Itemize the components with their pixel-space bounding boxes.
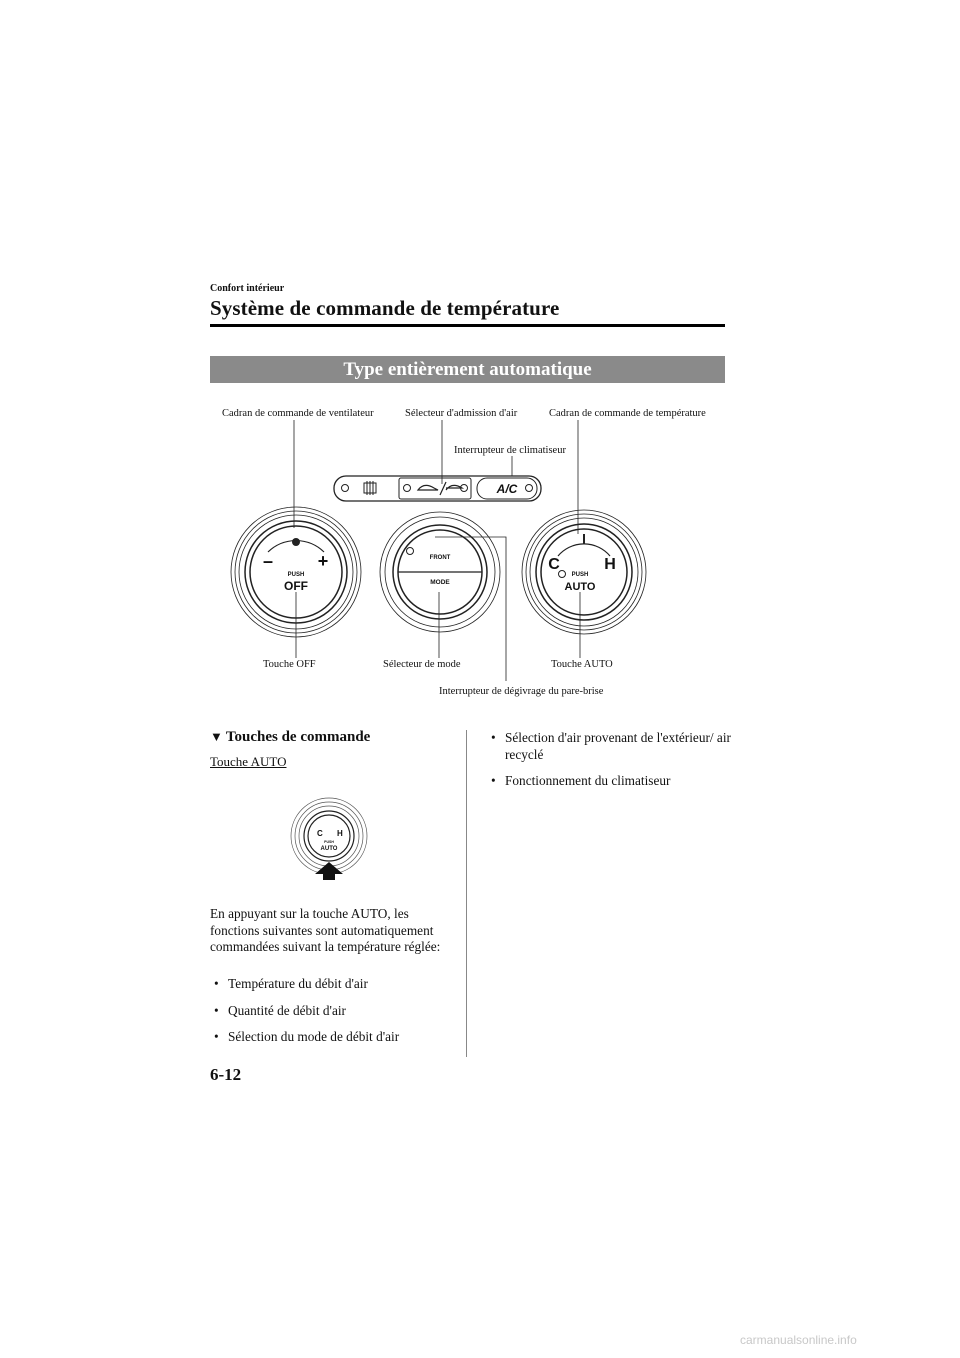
fan-push: PUSH [287, 572, 305, 578]
mode-front: FRONT [429, 555, 451, 561]
temp-push: PUSH [571, 572, 589, 578]
footer-watermark[interactable]: carmanualsonline.info [740, 1333, 857, 1347]
fan-plus: + [317, 551, 329, 571]
mode-dial [380, 512, 500, 632]
temp-auto: AUTO [564, 581, 596, 593]
intro-paragraph: En appuyant sur la touche AUTO, les fonctions suivantes sont automatiquement commandées suivant la température réglée: [210, 906, 441, 954]
left-bullet-list [210, 976, 465, 1056]
label-ac-switch: Interrupteur de climatiseur [454, 445, 566, 456]
fan-icon [292, 538, 300, 546]
list-item: • Sélection du mode de débit d'air [210, 1029, 465, 1046]
list-item: • Température du débit d'air [210, 976, 465, 993]
small-push: PUSH [324, 840, 334, 844]
list-item: • Quantité de débit d'air [210, 1003, 465, 1020]
small-c: C [317, 829, 323, 838]
label-intake-selector: Sélecteur d'admission d'air [405, 408, 518, 419]
temp-h: H [604, 556, 616, 573]
temp-c: C [548, 556, 560, 573]
label-auto-button: Touche AUTO [551, 659, 613, 670]
label-fan-dial: Cadran de commande de ventilateur [222, 408, 374, 419]
mode-label: MODE [430, 579, 450, 586]
subsection-title: ▼ Touches de commande [210, 729, 371, 745]
small-h: H [337, 829, 343, 838]
subsection-subtitle: Touche AUTO [210, 754, 287, 769]
title-divider [210, 324, 725, 327]
page-number: 6-12 [210, 1065, 242, 1084]
right-bullet-list [487, 730, 732, 800]
section-banner: Type entièrement automatique [210, 356, 725, 383]
label-off-button: Touche OFF [263, 659, 316, 670]
label-temp-dial: Cadran de commande de température [549, 408, 706, 419]
label-mode-selector: Sélecteur de mode [383, 659, 461, 670]
climate-control-diagram [210, 396, 725, 706]
fan-off: OFF [284, 579, 308, 593]
list-item: • Fonctionnement du climatiseur [487, 773, 732, 790]
auto-button-illustration [287, 796, 371, 880]
triangle-icon: ▼ [210, 729, 223, 744]
button-strip [334, 476, 541, 501]
column-divider [466, 730, 467, 1057]
label-defrost-switch: Interrupteur de dégivrage du pare-brise [439, 686, 604, 697]
small-auto: AUTO [320, 846, 338, 852]
page-title: Système de commande de température [210, 296, 560, 320]
section-label: Confort intérieur [210, 283, 285, 294]
list-item: • Sélection d'air provenant de l'extérieur/ air recyclé [487, 730, 732, 763]
ac-button-label: A/C [496, 482, 518, 496]
fan-minus: – [262, 551, 274, 571]
